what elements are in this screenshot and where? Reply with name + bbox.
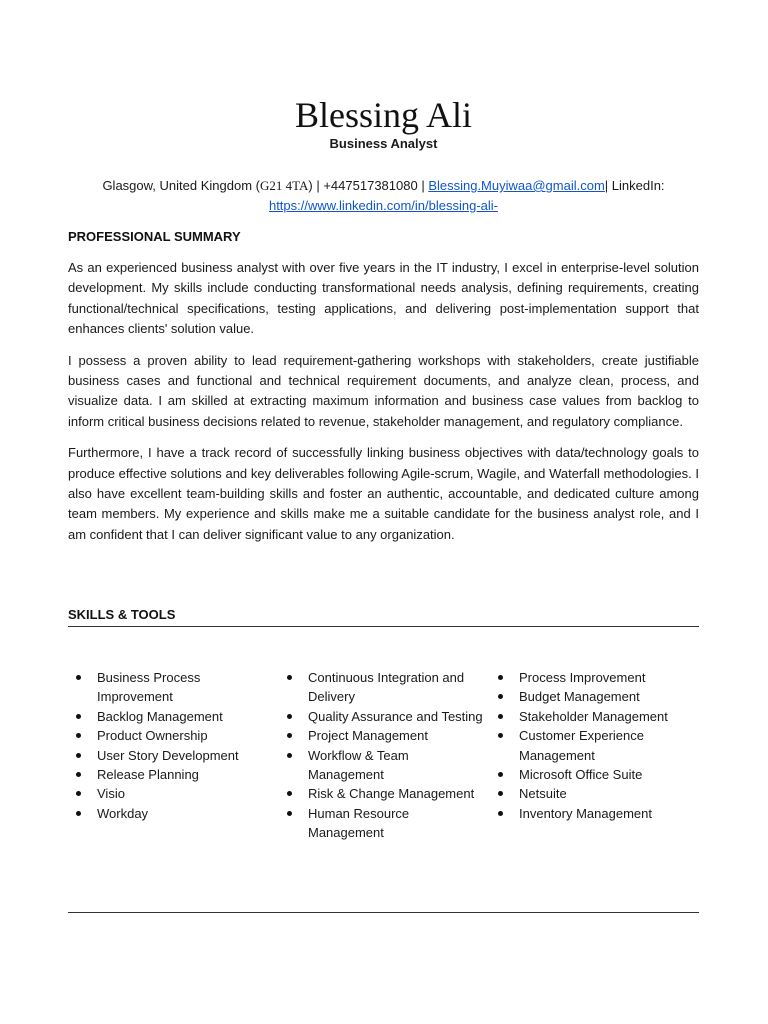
skill-item: Continuous Integration and Delivery — [308, 668, 484, 707]
candidate-name: Blessing Ali — [294, 95, 473, 135]
linkedin-link[interactable]: https://www.linkedin.com/in/blessing-ali- — [268, 198, 499, 213]
skill-item: Workday — [97, 804, 247, 823]
location-suffix: ) | — [308, 178, 324, 193]
section-divider — [68, 912, 699, 913]
summary-paragraph: As an experienced business analyst with over five years in the IT industry, I excel in enterprise-level solution development. My skills include conducting transformational needs analysis, defining requirements, creating functional/technical specifications, testing applications, and delivering post-implementation support that enhances clients' solution value. — [68, 260, 699, 337]
location-prefix: Glasgow, United Kingdom ( — [102, 178, 260, 193]
skill-item: Process Improvement — [519, 668, 709, 687]
skill-item: Product Ownership — [97, 726, 247, 745]
skill-item: Visio — [97, 784, 247, 803]
job-title: Business Analyst — [329, 136, 438, 151]
summary-paragraph: Furthermore, I have a track record of successfully linking business objectives with data/technology goals to produce effective solutions and key deliverables following Agile-scrum, Wagile, and Waterfall methodologies. I also have excellent team-building skills and foster an authentic, accountable, and dedicated culture among team members. My experience and skills make me a suitable candidate for the business analyst role, and I am confident that I can deliver significant value to any organization. — [68, 445, 699, 542]
professional-summary-heading: PROFESSIONAL SUMMARY — [68, 229, 241, 244]
professional-summary — [68, 258, 699, 556]
skill-item: Business Process Improvement — [97, 668, 247, 707]
summary-paragraph: I possess a proven ability to lead requirement-gathering workshops with stakeholders, create justifiable business cases and functional and technical requirement documents, and analyze clean, process, and visualize data. I am skilled at extracting maximum information and business case values from backlog to inform critical business decisions related to revenue, stakeholder management, and regulatory compliance. — [68, 352, 699, 429]
skill-item: Stakeholder Management — [519, 707, 709, 726]
separator: | — [417, 178, 429, 193]
phone-number: +447517381080 — [323, 178, 418, 193]
skill-item: Backlog Management — [97, 707, 247, 726]
skill-item: Netsuite — [519, 784, 709, 803]
skill-item: Human Resource Management — [308, 804, 484, 843]
skill-item: Release Planning — [97, 765, 247, 784]
skills-column-2 — [279, 668, 484, 843]
section-divider — [68, 626, 699, 627]
email-link[interactable]: Blessing.Muyiwaa@gmail.com — [428, 178, 605, 193]
skill-item: Workflow & Team Management — [308, 746, 484, 785]
contact-line — [68, 176, 699, 216]
skill-item: Customer Experience Management — [519, 726, 709, 765]
skill-item: Quality Assurance and Testing — [308, 707, 484, 726]
skills-tools-heading: SKILLS & TOOLS — [68, 607, 176, 622]
skills-column-1 — [68, 668, 247, 823]
postcode: G21 4TA — [259, 178, 309, 193]
skill-item: Project Management — [308, 726, 484, 745]
skill-item: Risk & Change Management — [308, 784, 484, 803]
skill-item: Budget Management — [519, 687, 709, 706]
linkedin-label: | LinkedIn: — [604, 178, 665, 193]
skill-item: Inventory Management — [519, 804, 709, 823]
skill-item: User Story Development — [97, 746, 247, 765]
skill-item: Microsoft Office Suite — [519, 765, 709, 784]
skills-column-3 — [490, 668, 709, 823]
